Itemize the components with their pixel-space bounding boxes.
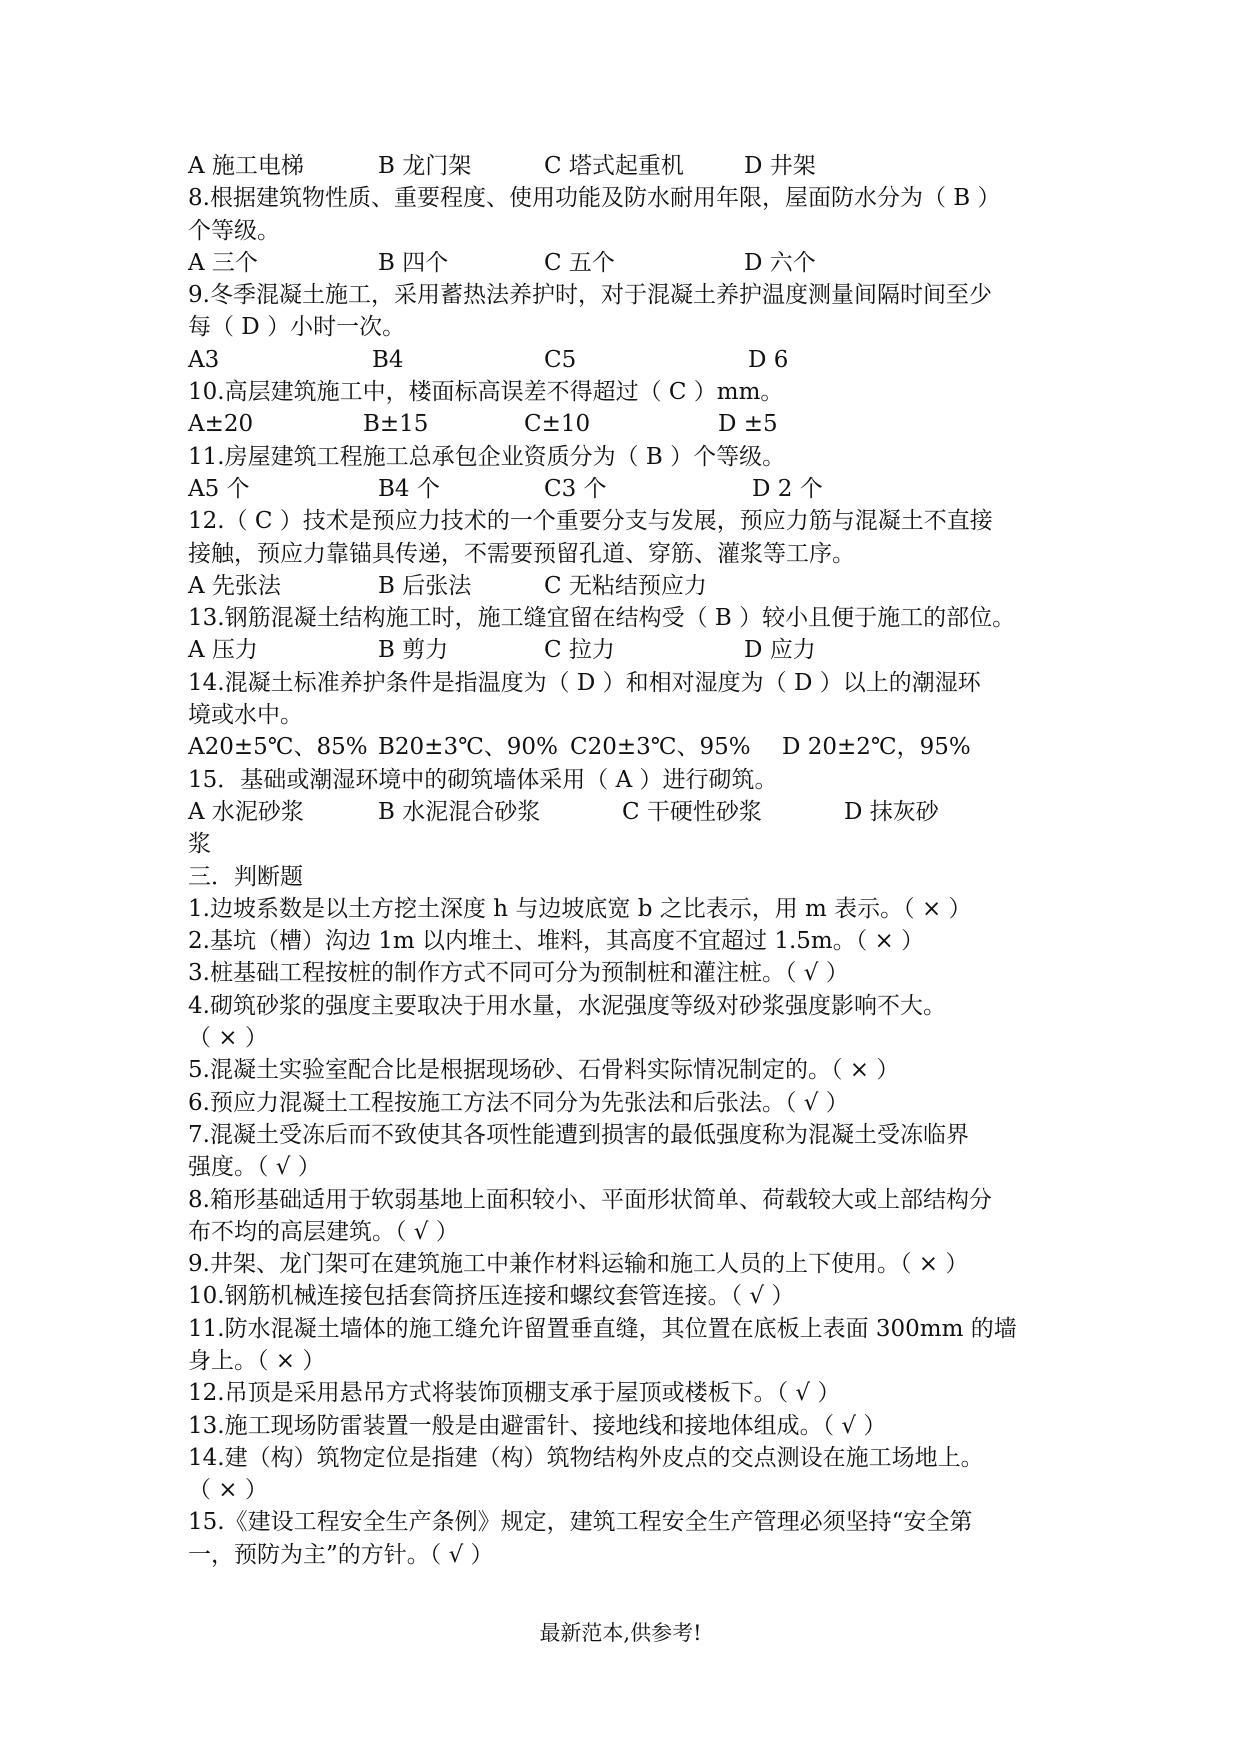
option-item: B 龙门架: [378, 153, 472, 179]
text-line: 个等级。: [188, 217, 280, 244]
text-line: 身上。（ × ）: [188, 1347, 326, 1374]
option-item: C 塔式起重机: [544, 153, 684, 179]
option-item: D 抹灰砂: [844, 798, 939, 825]
option-item: C 干硬性砂浆: [622, 798, 762, 825]
text-line: 布不均的高层建筑。（ √ ）: [188, 1218, 459, 1245]
option-item: B 后张法: [378, 572, 472, 599]
text-line: 三．判断题: [188, 863, 303, 890]
options-row: [188, 150, 1068, 182]
options-row: [188, 796, 1068, 828]
options-row: [188, 344, 1068, 376]
option-item: D ±5: [718, 411, 778, 438]
question-list: [188, 150, 1068, 1571]
option-item: C 拉力: [544, 637, 615, 664]
text-line: 14.建（构）筑物定位是指建（构）筑物结构外皮点的交点测设在施工场地上。: [188, 1444, 984, 1471]
text-line: 浆: [188, 831, 211, 858]
text-line: 8.箱形基础适用于软弱基地上面积较小、平面形状简单、荷载较大或上部结构分: [188, 1186, 992, 1213]
text-line: 4.砌筑砂浆的强度主要取决于用水量，水泥强度等级对砂浆强度影响不大。: [188, 992, 946, 1019]
option-item: A 三个: [188, 249, 258, 276]
text-line: 2.基坑（槽）沟边 1m 以内堆土、堆料，其高度不宜超过 1.5m。（ × ）: [188, 928, 925, 955]
text-line: 13.钢筋混凝土结构施工时，施工缝宜留在结构受（ B ）较小且便于施工的部位。: [188, 605, 1016, 632]
option-item: C5: [544, 346, 577, 373]
option-item: B20±3℃、90%: [378, 734, 558, 761]
option-item: C 无粘结预应力: [544, 572, 707, 599]
option-item: C 五个: [544, 249, 615, 276]
option-item: B4: [372, 346, 404, 373]
option-item: A 施工电梯: [188, 153, 304, 179]
text-line: 11.防水混凝土墙体的施工缝允许留置垂直缝，其位置在底板上表面 300mm 的墙: [188, 1315, 1017, 1342]
option-item: A5 个: [188, 475, 250, 502]
option-item: D 6: [748, 346, 789, 373]
text-line: 9.冬季混凝土施工，采用蓄热法养护时，对于混凝土养护温度测量间隔时间至少: [188, 282, 992, 309]
option-item: A 水泥砂浆: [188, 798, 304, 825]
option-item: D 应力: [744, 637, 816, 664]
text-line: 每（ D ）小时一次。: [188, 314, 406, 341]
option-item: C20±3℃、95%: [570, 734, 751, 761]
option-item: B4 个: [378, 475, 440, 502]
text-line: 一，预防为主”的方针。（ √ ）: [188, 1541, 494, 1568]
text-line: 10.钢筋机械连接包括套筒挤压连接和螺纹套管连接。（ √ ）: [188, 1283, 795, 1310]
text-line: 11.房屋建筑工程施工总承包企业资质分为（ B ）个等级。: [188, 443, 786, 470]
page-footer: 最新范本,供参考!: [539, 1621, 702, 1645]
option-item: D 2 个: [752, 475, 823, 502]
text-line: 9.井架、龙门架可在建筑施工中兼作材料运输和施工人员的上下使用。（ × ）: [188, 1251, 969, 1278]
option-item: B 剪力: [378, 637, 449, 664]
option-item: B 四个: [378, 249, 449, 276]
text-line: 6.预应力混凝土工程按施工方法不同分为先张法和后张法。（ √ ）: [188, 1089, 849, 1116]
option-item: D 20±2℃，95%: [782, 734, 971, 761]
text-line: 5.混凝土实验室配合比是根据现场砂、石骨料实际情况制定的。（ × ）: [188, 1057, 900, 1084]
option-item: B 水泥混合砂浆: [378, 798, 541, 825]
option-item: A3: [188, 346, 220, 373]
option-item: A 压力: [188, 637, 258, 664]
option-item: D 井架: [744, 153, 816, 179]
option-item: A 先张法: [188, 572, 281, 599]
options-row: [188, 247, 1068, 279]
options-row: [188, 731, 1068, 763]
text-line: 10.高层建筑施工中，楼面标高误差不得超过（ C ）mm。: [188, 379, 784, 406]
option-item: C±10: [524, 411, 591, 438]
option-item: A20±5℃、85%: [188, 734, 368, 761]
text-line: 8.根据建筑物性质、重要程度、使用功能及防水耐用年限，屋面防水分为（ B ）: [188, 185, 1001, 212]
text-line: 12.（ C ）技术是预应力技术的一个重要分支与发展，预应力筋与混凝土不直接: [188, 508, 993, 535]
text-line: 13.施工现场防雷装置一般是由避雷针、接地线和接地体组成。（ √ ）: [188, 1412, 887, 1439]
options-row: [188, 473, 1068, 505]
option-item: B±15: [363, 411, 429, 438]
options-row: [188, 408, 1068, 440]
option-item: D 六个: [744, 249, 816, 276]
text-line: 境或水中。: [188, 702, 303, 729]
text-line: 1.边坡系数是以土方挖土深度 h 与边坡底宽 b 之比表示，用 m 表示。（ × ）: [188, 895, 972, 922]
option-item: A±20: [188, 411, 254, 438]
options-row: [188, 570, 1068, 602]
text-line: 7.混凝土受冻后而不致使其各项性能遭到损害的最低强度称为混凝土受冻临界: [188, 1121, 969, 1148]
text-line: 强度。（ √ ）: [188, 1154, 321, 1181]
text-line: 15．基础或潮湿环境中的砌筑墙体采用（ A ）进行砌筑。: [188, 766, 778, 793]
options-row: [188, 634, 1068, 666]
text-line: 12.吊顶是采用悬吊方式将装饰顶棚支承于屋顶或楼板下。（ √ ）: [188, 1380, 841, 1407]
text-line: （ × ）: [188, 1025, 268, 1052]
text-line: （ × ）: [188, 1477, 268, 1504]
text-line: 15.《建设工程安全生产条例》规定，建筑工程安全生产管理必须坚持“安全第: [188, 1509, 973, 1536]
text-line: 接触，预应力靠锚具传递，不需要预留孔道、穿筋、灌浆等工序。: [188, 540, 855, 567]
option-item: C3 个: [544, 475, 607, 502]
text-line: 3.桩基础工程按桩的制作方式不同可分为预制桩和灌注桩。（ √ ）: [188, 960, 849, 987]
text-line: 14.混凝土标准养护条件是指温度为（ D ）和相对湿度为（ D ）以上的潮湿环: [188, 669, 981, 696]
